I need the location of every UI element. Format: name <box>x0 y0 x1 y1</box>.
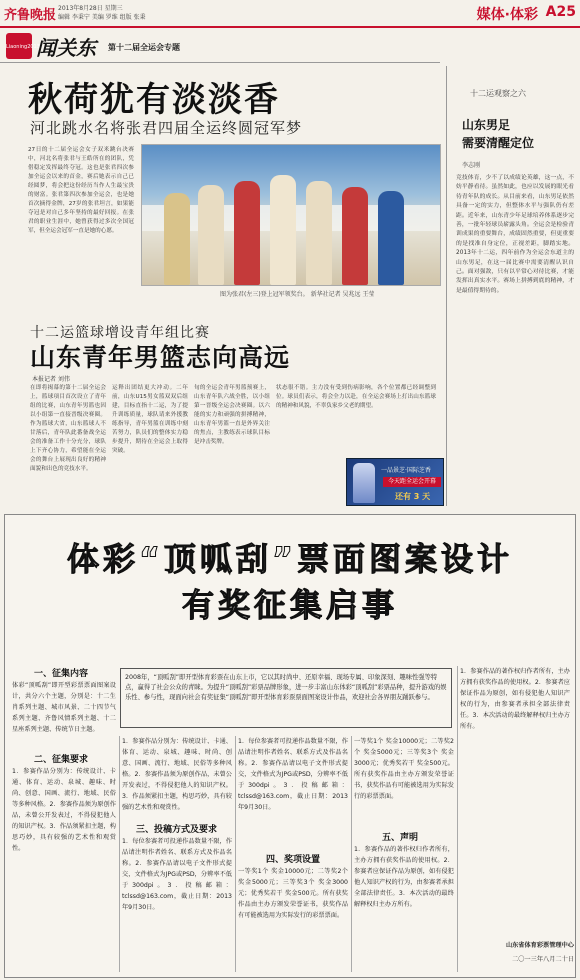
organizer-name: 山东省体育彩票管理中心 <box>505 942 574 949</box>
photo-athlete <box>306 181 332 285</box>
column-title-line2: 需要清醒定位 <box>462 136 535 150</box>
section3-body: 1．每位参赛者可投递作品数量不限，作品请注明作者姓名、联系方式及作品名称。2．参赛作品请以电子文件形式提交，文件格式为JPG或PSD，分辨率不低于300dpi。3．投稿邮箱：tclssd@163.com，截止日期：2013年9月30日。 <box>122 838 232 911</box>
article2-title: 山东青年男篮志向高远 <box>30 343 291 372</box>
article1-subtitle: 河北跳水名将张君四届全运终圆冠军梦 <box>30 119 303 137</box>
photo-caption: 图为张君(左三)登上冠军领奖台。 新华社记者 吴兆远 王莹 <box>220 291 375 298</box>
column-subtitle: 第十二届全运会专题 <box>108 43 180 52</box>
section1-body: 体彩“顶呱刮”即开型彩票票面图案设计，共分六个主题，分别是：十二生肖系列主题、城市风景、二十四节气系列主题、齐鲁风情系列主题、十二星座系列主题、传统节日主题。 <box>12 682 116 733</box>
article2-byline: 本报记者 刘伟 <box>32 376 70 383</box>
section5-body: 1．参赛作品的著作权归作者所有，主办方拥有获奖作品的使用权。2．参赛者应保证作品为原创，如有侵犯他人知识产权的行为，由参赛者承担全部法律责任。3．本次活动的最终解释权归主办方所有。 <box>354 846 454 908</box>
bottle-icon <box>353 463 375 503</box>
column-title <box>462 116 534 152</box>
organizer-date: 二〇一三年八月二十日 <box>512 956 574 963</box>
ad-slogan: 一品景芝·国际芝香 <box>381 467 431 474</box>
edition-date: 2013年8月28日 星期三 <box>58 5 123 12</box>
article2-kicker: 十二运篮球增设青年组比赛 <box>30 325 210 341</box>
newspaper-logo: 齐鲁晚报 <box>4 8 57 23</box>
section5-continued: 1．参赛作品的著作权归作者所有，主办方拥有获奖作品的使用权。2．参赛者应保证作品为原创，如有侵犯他人知识产权的行为，由参赛者承担全部法律责任。3．本次活动的最终解释权归主办方所有。 <box>460 668 570 730</box>
article2-col3: 旬的全运会青年男篮预赛上，山东青年队六战全胜，以小组第一晋级全运会决赛圈。以六能的实力和顽强的拼搏精神，山东青年男篮一直是外界关注的焦点，主教练表示球队目标是冲击奖牌。 <box>194 385 270 445</box>
contest-intro: 2008年，“顶呱刮”即开型体育彩票在山东上市，它以其时尚中、还原幸福、现场专属、印象深刻、趣味性强等特点，赢得了社会公众的青睐。为提升“顶呱刮”彩票品牌形象，进一步丰富山东体彩“顶呱刮”彩票品种，提升游戏的娱乐性、参与性，现面向社会有奖征集“顶呱刮”即开型体育彩票票面图案设计作品，欢迎社会各界朋友踊跃参与。 <box>120 668 452 728</box>
page-number: A25 <box>545 4 576 20</box>
column-rule <box>235 736 236 972</box>
header-rule <box>0 26 580 28</box>
ad-countdown-days: 还有 3 天 <box>395 492 431 501</box>
article1-body: 27日的十二届全运会女子双米跳台决赛中，河北名将张君与王皓所在的团队，凭借稳定发挥最终夺冠。这也是张君四次参加全运会以来的首金，赛后她表示自己已经圆梦，将会把这份经历当作人生最宝贵的财富。张君第四次参加全运会，也是她首次摘得金牌，27岁的张君坦言，如果能夺冠是对自己多年坚持的最好回报。在张君的职业生涯中，她曾获得过多次全国冠军，但全运会冠军一直是她的心愿。 <box>28 147 134 234</box>
edition-editors: 编辑 李秉宁 美编 罗维 组版 张秉 <box>58 14 146 21</box>
photo-athlete <box>198 185 224 285</box>
award-photo <box>141 144 441 286</box>
section3-title: 三、投稿方式及要求 <box>136 825 218 835</box>
column-rule <box>457 666 458 972</box>
section5-title: 五、声明 <box>382 833 419 843</box>
photo-athlete <box>270 175 296 285</box>
section4-title: 四、奖项设置 <box>266 855 321 865</box>
column-brand: 闻关东 <box>36 36 96 60</box>
section2-continued: 1．参赛作品分别为：传统设计、卡通、体育、运动、泉城、趣味、时尚、创意、国画、流行、地域、民俗等多种风格。2．参赛作品须为原创作品，未曾公开发表过，不得侵犯他人的知识产权。3．作品须紧扣主题，构思巧妙，具有较强的艺术性和观赏性。 <box>122 738 232 811</box>
photo-athlete <box>164 193 190 285</box>
section4-continued: 一等奖1个 奖金10000元；二等奖2个 奖金5000元；三等奖3个 奖金3000元；优秀奖若干 奖金500元。所有获奖作品由主办方颁发荣誉证书，获奖作品有可能被选用为实际发行的彩票票面。 <box>354 738 454 800</box>
section2-title: 二、征集要求 <box>34 755 89 765</box>
contest-title-line1: 体彩“顶呱刮”票面图案设计 <box>66 540 514 578</box>
ad-countdown-label: 今天距全运会开幕 <box>383 477 441 487</box>
article2-col2: 运释出团结更大冲动。二年前，山东U15男女篮双双后组建，目标直指十二运，为了提升训练质量，球队请来外援教练指导，青年男篮在训练中刻苦努力，队员们的整体实力稳步提升，期待在全运会上取得突破。 <box>112 385 188 454</box>
contest-title-line2: 有奖征集启事 <box>181 586 398 624</box>
section1-title: 一、征集内容 <box>34 669 89 679</box>
column-rule <box>351 736 352 972</box>
badge-text: Liaoning2013 <box>6 44 40 50</box>
section2-body: 1．参赛作品分别为：传统设计、卡通、体育、运动、泉城、趣味、时尚、创意、国画、流行、地域、民俗等多种风格。2．参赛作品须为原创作品，未曾公开发表过，不得侵犯他人的知识产权。3．作品须紧扣主题，构思巧妙，具有较强的艺术性和观赏性。 <box>12 768 116 852</box>
column-title-line1: 山东男足 <box>462 118 511 132</box>
article2-col4: 状态很不错。主力没有受到伤病影响，各个位置都已经调整到位。球员们表示，将会全力以赴，在全运会赛场上打出山东篮球的精神和风貌，不辜负家乡父老的期望。 <box>276 385 436 409</box>
section-name: 媒体·体彩 <box>476 7 538 23</box>
column-rule <box>119 736 120 972</box>
banner-divider <box>0 62 440 63</box>
article1-title: 秋荷犹有淡淡香 <box>28 80 280 120</box>
liquor-advert <box>346 458 444 506</box>
liaoning-badge-icon <box>6 33 40 59</box>
column-divider <box>446 66 447 506</box>
column-body: 竞技体育，少不了以成绩论英雄，这一点，不妨平静看待。虽然如此，也应以发展的眼光看待青年队的成长。从目前来看，山东男足依然具备一定的实力，但整体水平与强队仍有差距。近年来，山东青少年足球培养体系逐步完善，一批年轻球员崭露头角。全运会是检验青训成果的重要舞台，成绩固然重要，但更重要的是找准自身定位，正视差距，脚踏实地。2013年十二运，四年前作为全运会东道主的山东男足，在这一届比赛中需要清醒认识自己。面对强敌，只有以平常心对待比赛，才能发挥出真实水平。赛场上拼搏到底的精神，才是最值得期待的。 <box>456 175 574 294</box>
edition-info <box>58 4 146 22</box>
column-author: 李志刚 <box>462 162 481 169</box>
photo-athlete <box>342 187 368 285</box>
article2-col1: 在即将揭幕的第十二届全运会上，篮球项目首次设立了青年组的比赛，山东青年男篮也因以小组第一直接晋级决赛圈。作为篮球大省，山东篮球人不甘落后，青年队此番备战全运会的准备工作十分充分，球队上下齐心协力，希望能在全运会的舞台上展现出良好的精神面貌和出色的竞技水平。 <box>30 385 106 472</box>
photo-athlete <box>234 181 260 285</box>
section3-continued: 1．每位参赛者可投递作品数量不限，作品请注明作者姓名、联系方式及作品名称。2．参赛作品请以电子文件形式提交，文件格式为JPG或PSD，分辨率不低于300dpi。3．投稿邮箱：tclssd@163.com，截止日期：2013年9月30日。 <box>238 738 348 811</box>
photo-athlete <box>378 191 404 285</box>
column-series: 十二运观察之六 <box>470 89 526 98</box>
section4-body: 一等奖1个 奖金10000元；二等奖2个 奖金5000元；三等奖3个 奖金3000元；优秀奖若干 奖金500元。所有获奖作品由主办方颁发荣誉证书，获奖作品有可能被选用为实际发行的彩票票面。 <box>238 868 348 919</box>
